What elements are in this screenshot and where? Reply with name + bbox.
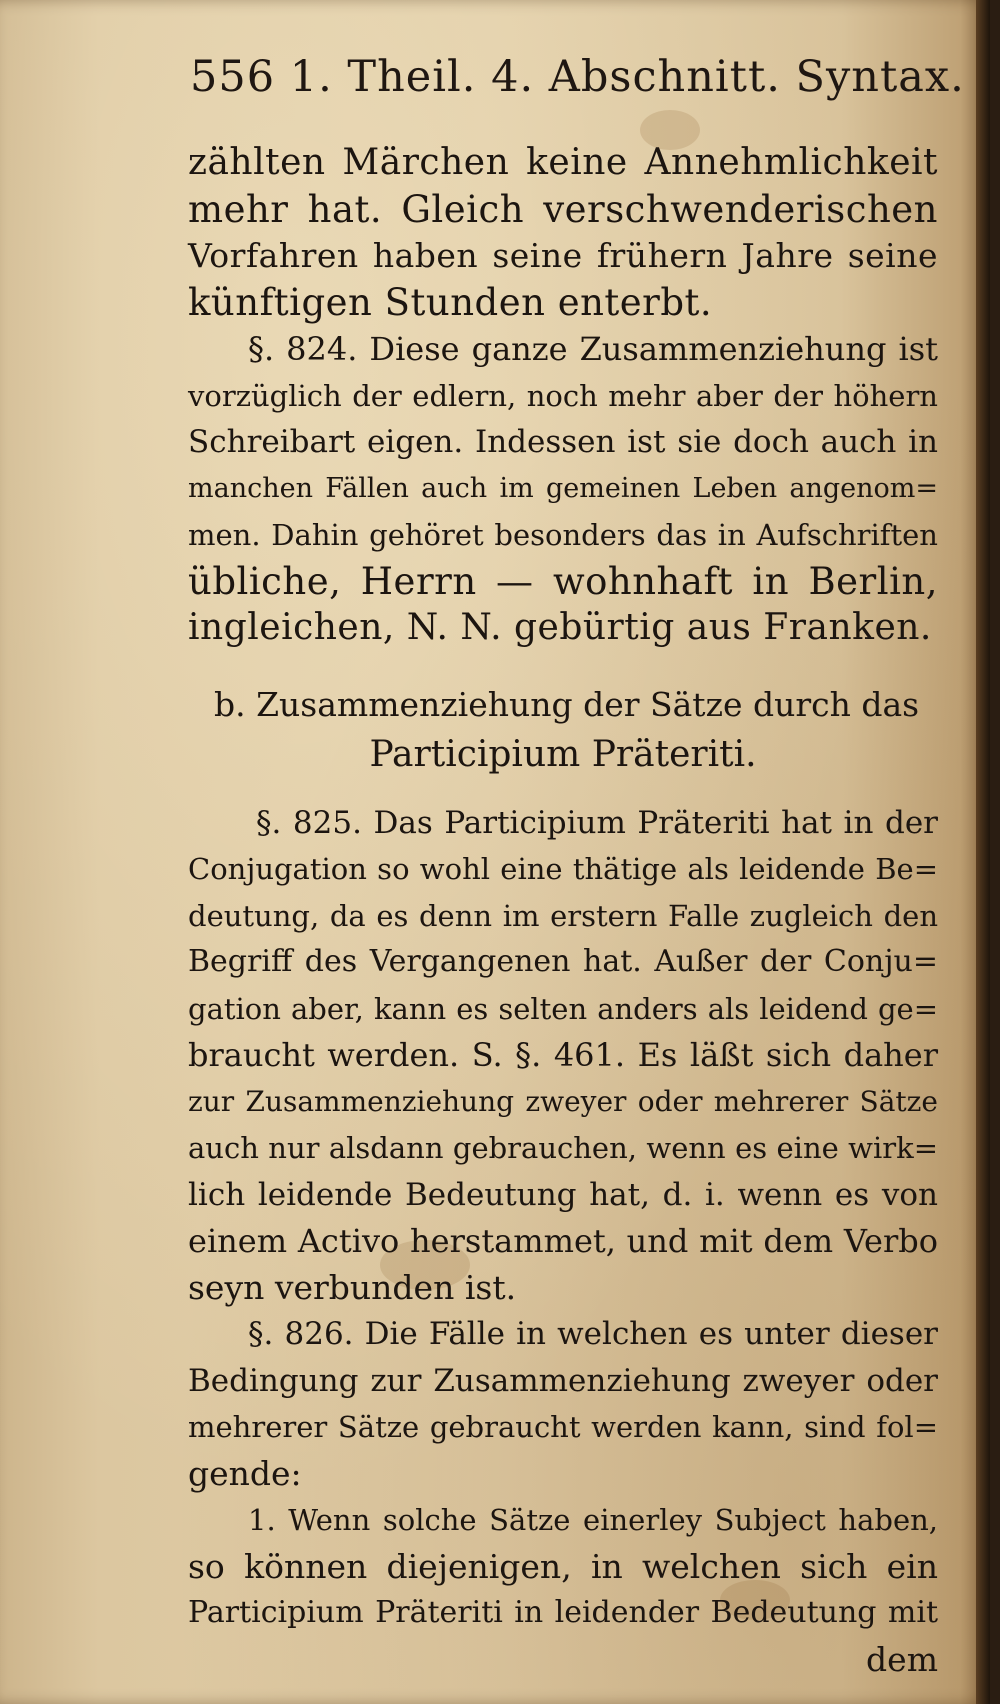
paragraph-825	[188, 800, 938, 1312]
text-line: auch nur alsdann gebrauchen, wenn es eine wirk=	[188, 1131, 938, 1165]
page-body	[188, 140, 938, 1683]
text-line: einem Activo herstammet, und mit dem Verbo	[188, 1222, 938, 1260]
book-spine-edge	[976, 0, 990, 1704]
text-line: ingleichen, N. N. gebürtig aus Franken.	[188, 607, 932, 648]
text-line: §. 824. Diese ganze Zusammenziehung ist	[248, 330, 938, 368]
text-line: §. 825. Das Participium Präteriti hat in der	[256, 804, 938, 841]
text-line: so können diejenigen, in welchen sich ein	[188, 1546, 938, 1586]
text-line: mehrerer Sätze gebraucht werden kann, sind fol=	[188, 1410, 938, 1444]
text-line: Bedingung zur Zusammenziehung zweyer oder	[188, 1362, 938, 1399]
text-line: deutung, da es denn im erstern Falle zugleich den	[188, 898, 938, 933]
text-line: men. Dahin gehöret besonders das in Aufschriften	[188, 518, 938, 552]
text-line: Conjugation so wohl eine thätige als leidende Be=	[188, 852, 938, 886]
text-line: künftigen Stunden enterbt.	[188, 280, 713, 324]
catchword: dem	[866, 1639, 938, 1679]
text-line: 1. Wenn solche Sätze einerley Subject haben,	[248, 1503, 938, 1537]
list-item-1	[188, 1497, 938, 1637]
paragraph-intro	[188, 140, 938, 326]
paragraph-824	[188, 326, 938, 652]
text-line: Participium Präteriti in leidender Bedeutung mit	[188, 1595, 938, 1630]
text-line: mehr hat. Gleich verschwenderischen	[188, 187, 938, 231]
text-line: zählten Märchen keine Annehmlichkeit	[188, 142, 938, 183]
section-heading-line: Participium Präteriti.	[369, 733, 757, 775]
text-line: gende:	[188, 1453, 302, 1493]
text-line: vorzüglich der edlern, noch mehr aber der höhern	[188, 378, 938, 413]
text-line: Begriff des Vergangenen hat. Außer der Conju=	[188, 944, 938, 979]
text-line: zur Zusammenziehung zweyer oder mehrerer Sätze	[188, 1084, 938, 1118]
running-head: 556 1. Theil. 4. Abschnitt. Syntax.	[190, 52, 965, 102]
text-line: Vorfahren haben seine frühern Jahre seine	[188, 236, 938, 275]
text-line: seyn verbunden ist.	[188, 1267, 517, 1307]
text-line: Schreibart eigen. Indessen ist sie doch auch in	[188, 424, 938, 460]
section-heading	[188, 680, 938, 780]
paragraph-826	[188, 1311, 938, 1497]
text-line: übliche, Herrn — wohnhaft in Berlin,	[188, 559, 938, 603]
text-line: gation aber, kann es selten anders als leidend ge=	[188, 991, 938, 1026]
section-heading-line: b. Zusammenziehung der Sätze durch das	[214, 684, 920, 724]
text-line: manchen Fällen auch im gemeinen Leben angenom=	[188, 472, 938, 504]
text-line: lich leidende Bedeutung hat, d. i. wenn es von	[188, 1176, 938, 1213]
text-line: §. 826. Die Fälle in welchen es unter dieser	[248, 1316, 938, 1352]
text-line: braucht werden. S. §. 461. Es läßt sich daher	[188, 1036, 938, 1074]
